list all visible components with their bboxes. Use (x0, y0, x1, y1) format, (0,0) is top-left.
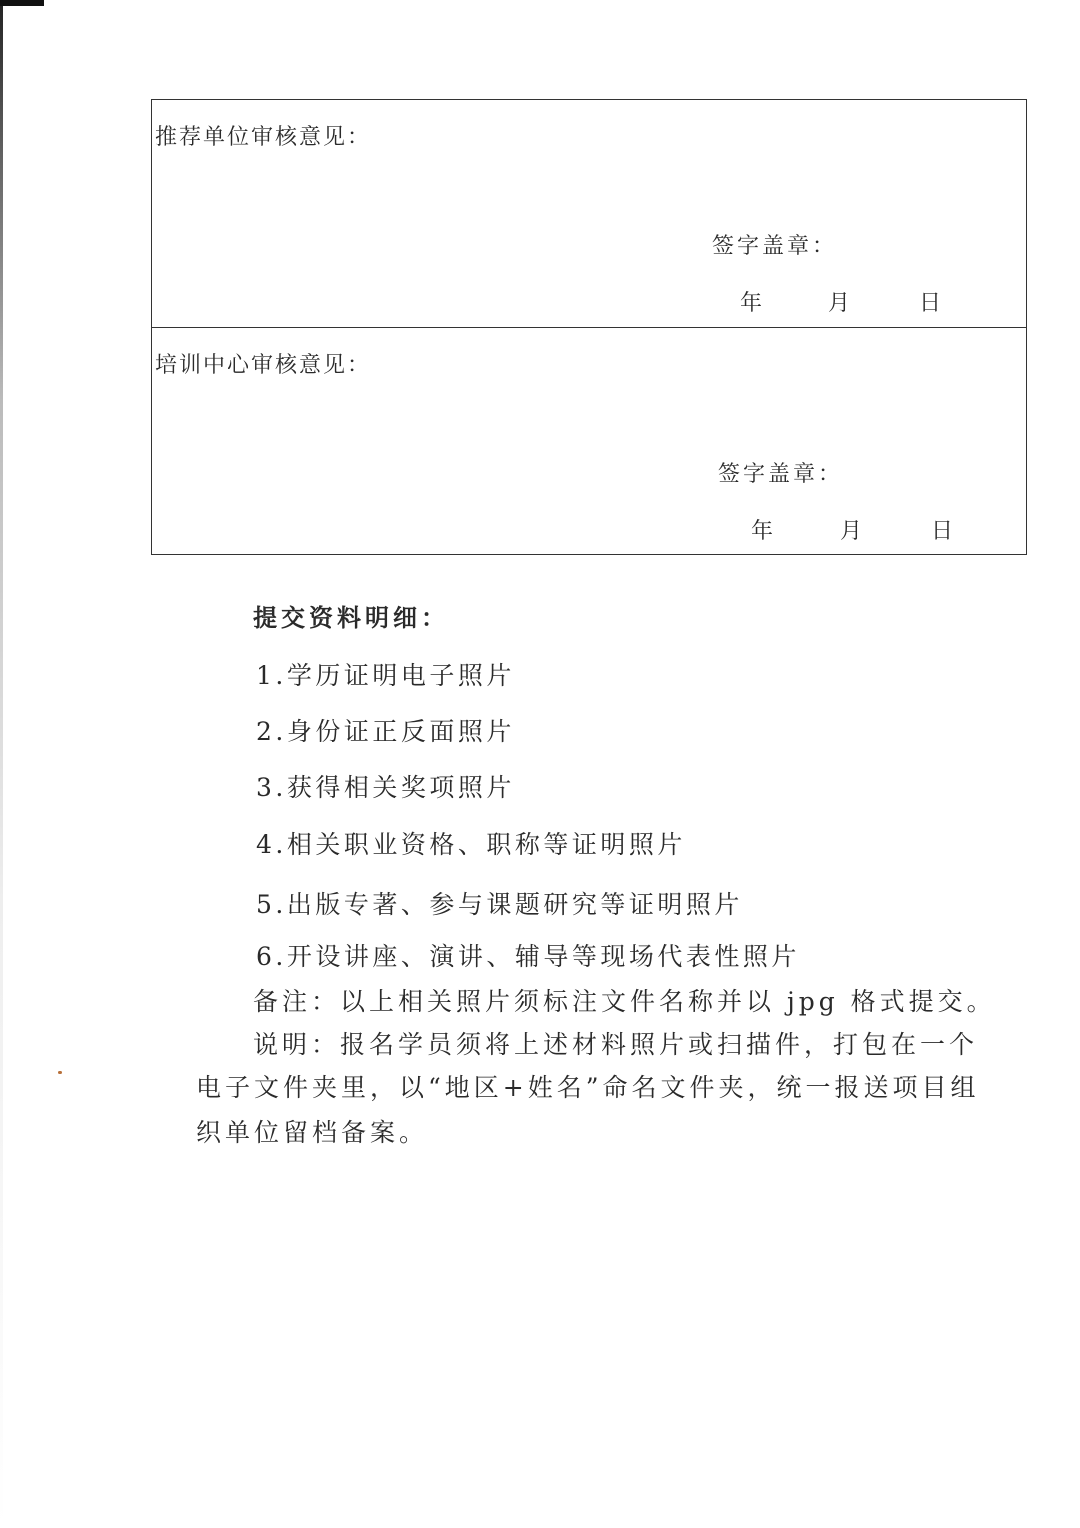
submission-remark: 备注：以上相关照片须标注文件名称并以 jpg 格式提交。 (253, 987, 996, 1016)
training-center-review-cell (152, 327, 1026, 554)
training-center-date-month: 月 (840, 519, 863, 544)
scan-corner-mark (0, 0, 44, 6)
training-center-date-day: 日 (931, 519, 954, 544)
scan-shadow-edge (0, 0, 3, 1528)
recommending-unit-date-year: 年 (740, 291, 763, 316)
training-center-date-year: 年 (751, 519, 774, 544)
recommending-unit-sign-label: 签字盖章： (712, 234, 838, 259)
detail-item: 1.学历证明电子照片 (256, 661, 515, 690)
explanation-line: 电子文件夹里，以“地区+姓名”命名文件夹，统一报送项目组 (196, 1073, 980, 1102)
training-center-sign-label: 签字盖章： (718, 462, 844, 487)
submission-details-title: 提交资料明细： (253, 603, 449, 632)
scan-speck (58, 1071, 62, 1074)
recommending-unit-review-cell (152, 100, 1026, 327)
explanation-line: 织单位留档备案。 (196, 1118, 429, 1147)
review-table (151, 99, 1027, 555)
recommending-unit-review-label: 推荐单位审核意见： (155, 125, 372, 150)
detail-item: 5.出版专著、参与课题研究等证明照片 (256, 890, 743, 919)
detail-item: 6.开设讲座、演讲、辅导等现场代表性照片 (256, 942, 800, 971)
detail-item: 2.身份证正反面照片 (256, 717, 515, 746)
detail-item: 4.相关职业资格、职称等证明照片 (256, 830, 686, 859)
recommending-unit-date-day: 日 (919, 291, 942, 316)
explanation-line: 说明：报名学员须将上述材料照片或扫描件，打包在一个 (253, 1030, 979, 1059)
training-center-review-label: 培训中心审核意见： (155, 353, 372, 378)
detail-item: 3.获得相关奖项照片 (256, 773, 515, 802)
recommending-unit-date-month: 月 (828, 291, 851, 316)
